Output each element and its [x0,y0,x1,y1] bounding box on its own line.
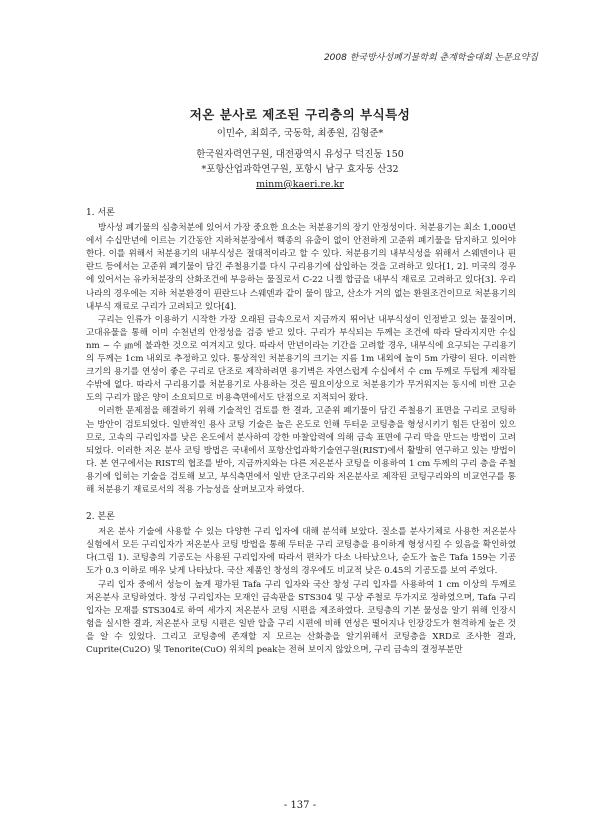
section-heading-introduction: 1. 서론 [86,208,115,218]
affiliation-1: 한국원자력연구원, 대전광역시 유성구 덕진동 150 [196,149,404,160]
conference-header: 2008 한국방사성폐기물학회 춘계학술대회 논문요약집 [323,53,538,63]
paragraph: 구리는 인류가 이용하기 시작한 가장 오래된 금속으로서 지금까지 뛰어난 내부식성이 인정받고 있는 물질이며, 고대유물을 통해 이미 수천년의 안정성을 검증 받고 있다. 구리가 부식되는 두께는 조건에 따라 달라지지만 수십 nm ~ 수 ㎛에 불과한 것으로 여겨지고 있다. 따라서 만년이라는 기간을 고려할 경우, 내부식에 요구되는 구리용기의 두께는 1cm 내외로 추정하고 있다. 통상적인 처분용기의 크기는 지름 1m 내외에 높이 5m 가량이 된다. 이러한 크기의 용기를 연성이 좋은 구리로 단조로 제작하려면 용기벽은 자연스럽게 수십에서 수 cm 두께로 두텁게 제작될 수밖에 없다. 따라서 구리용기를 처분용기로 사용하는 것은 필요이상으로 처분용기가 무거워지는 동시에 비싼 고순도의 구리가 많은 양이 소요되므로 비용측면에서도 단점으로 지적되어 왔다. [86,314,516,404]
section-spacer [86,497,516,511]
page-number: - 137 - [283,800,317,811]
paper-title: 저온 분사로 제조된 구리층의 부식특성 [189,107,411,122]
paragraph: 저온 분사 기술에 사용할 수 있는 다양한 구리 입자에 대해 분석해 보았다. 질소를 분사기체로 사용한 저온분사 실험에서 모든 구리입자가 저온분사 코팅 방법을 통해 두터운 구리 코팅층을 용이하게 형성시킬 수 있음을 확인하였다(그림 1). 코팅층의 기공도는 사용된 구리입자에 따라서 편차가 다소 나타났으나, 순도가 높은 Tafa 159는 기공도가 0.3 이하로 매우 낮게 나타났다. 국산 제품인 창성의 경우에도 비교적 낮은 0.45의 기공도를 보여 주었다. [86,527,516,577]
paragraph: 구리 입자 중에서 성능이 높게 평가된 Tafa 구리 입자와 국산 창성 구리 입자를 사용하여 1 cm 이상의 두께로 저온분사 코팅하였다. 창성 구리입자는 모재인 금속판을 STS304 및 구상 주철로 두가지로 정하였으며, Tafa 구리 입자는 모재를 STS304로 하여 세가지 저온분사 코팅 시편을 제조하였다. 코팅층의 기본 물성을 알기 위해 인장시험을 실시한 결과, 저온분사 코팅 시편은 일반 압출 구리 시편에 비해 연성은 떨어지나 인장강도가 현격하게 높은 것을 알 수 있었다. 그리고 코팅층에 존재할 지 모르는 산화층을 알기위해서 코팅층을 XRD로 조사한 결과, Cuprite(Cu2O) 및 Tenorite(CuO) 위치의 peak는 전혀 보이지 않았으며, 구리 금속의 결정부분만 [86,579,516,655]
paragraph: 이러한 문제점을 해결하기 위해 기술적인 검토를 한 결과, 고준위 폐기물이 담긴 주철용기 표면을 구리로 코팅하는 방안이 검토되었다. 일반적인 용사 코팅 기술은 높은 온도로 인해 두터운 코팅층을 형성시키기 힘든 단점이 있으므로, 고속의 구리입자를 낮은 온도에서 분사하여 강한 마찰압력에 의해 금속 표면에 구리 막을 만드는 방법이 고려되었다. 이러한 저온 분사 코팅 방법은 국내에서 포항산업과학기술연구원(RIST)에서 활발히 연구하고 있는 방법이다. 본 연구에서는 RIST의 협조를 받아, 지금까지와는 다른 저온분사 코팅을 이용하여 1 cm 두께의 구리 층을 주철용기에 입히는 기술을 검토해 보고, 부식측면에서 일반 단조구리와 저온분사로 제작된 코팅구리와의 비교연구를 통해 처분용기 재료로서의 적용 가능성을 살펴보고자 하였다. [86,406,516,495]
paragraph: 방사성 폐기물의 심층처분에 있어서 가장 중요한 요소는 처분용기의 장기 안정성이다. 처분용기는 최소 1,000년에서 수십만년에 이르는 기간동안 지하처분장에서 핵종의 유출이 없이 안전하게 고준위 폐기물을 담지하고 있어야 한다. 이를 위해서 처분용기의 내부식성은 절대적이라고 할 수 있다. 처분용기의 내부식성을 위해서 스웨덴이나 핀란드 등에서는 고준위 폐기물이 담긴 주철용기를 다시 구리용기에 삽입하는 것을 고려하고 있다[1, 2]. 미국의 경우에 있어서는 유카처분장의 산화조건에 부응하는 물질로서 C-22 니켈 합금을 내부식 재료로 고려하고 있다[3]. 우리나라의 경우에는 지하 처분환경이 핀란드나 스웨덴과 같이 물이 많고, 산소가 거의 없는 환원조건이므로 처분용기의 내부식 재료로 구리가 고려되고 있다[4]. [86,223,516,312]
author-email: minm@kaeri.re.kr [256,179,344,190]
affiliation-2: *포항산업과학연구원, 포항시 남구 효자동 산32 [201,164,399,175]
paper-body [86,207,516,657]
section-heading-main: 2. 본론 [86,512,115,523]
author-names: 이민수, 최희주, 국동학, 최종원, 김형준* [216,128,384,139]
author-block [0,126,600,192]
